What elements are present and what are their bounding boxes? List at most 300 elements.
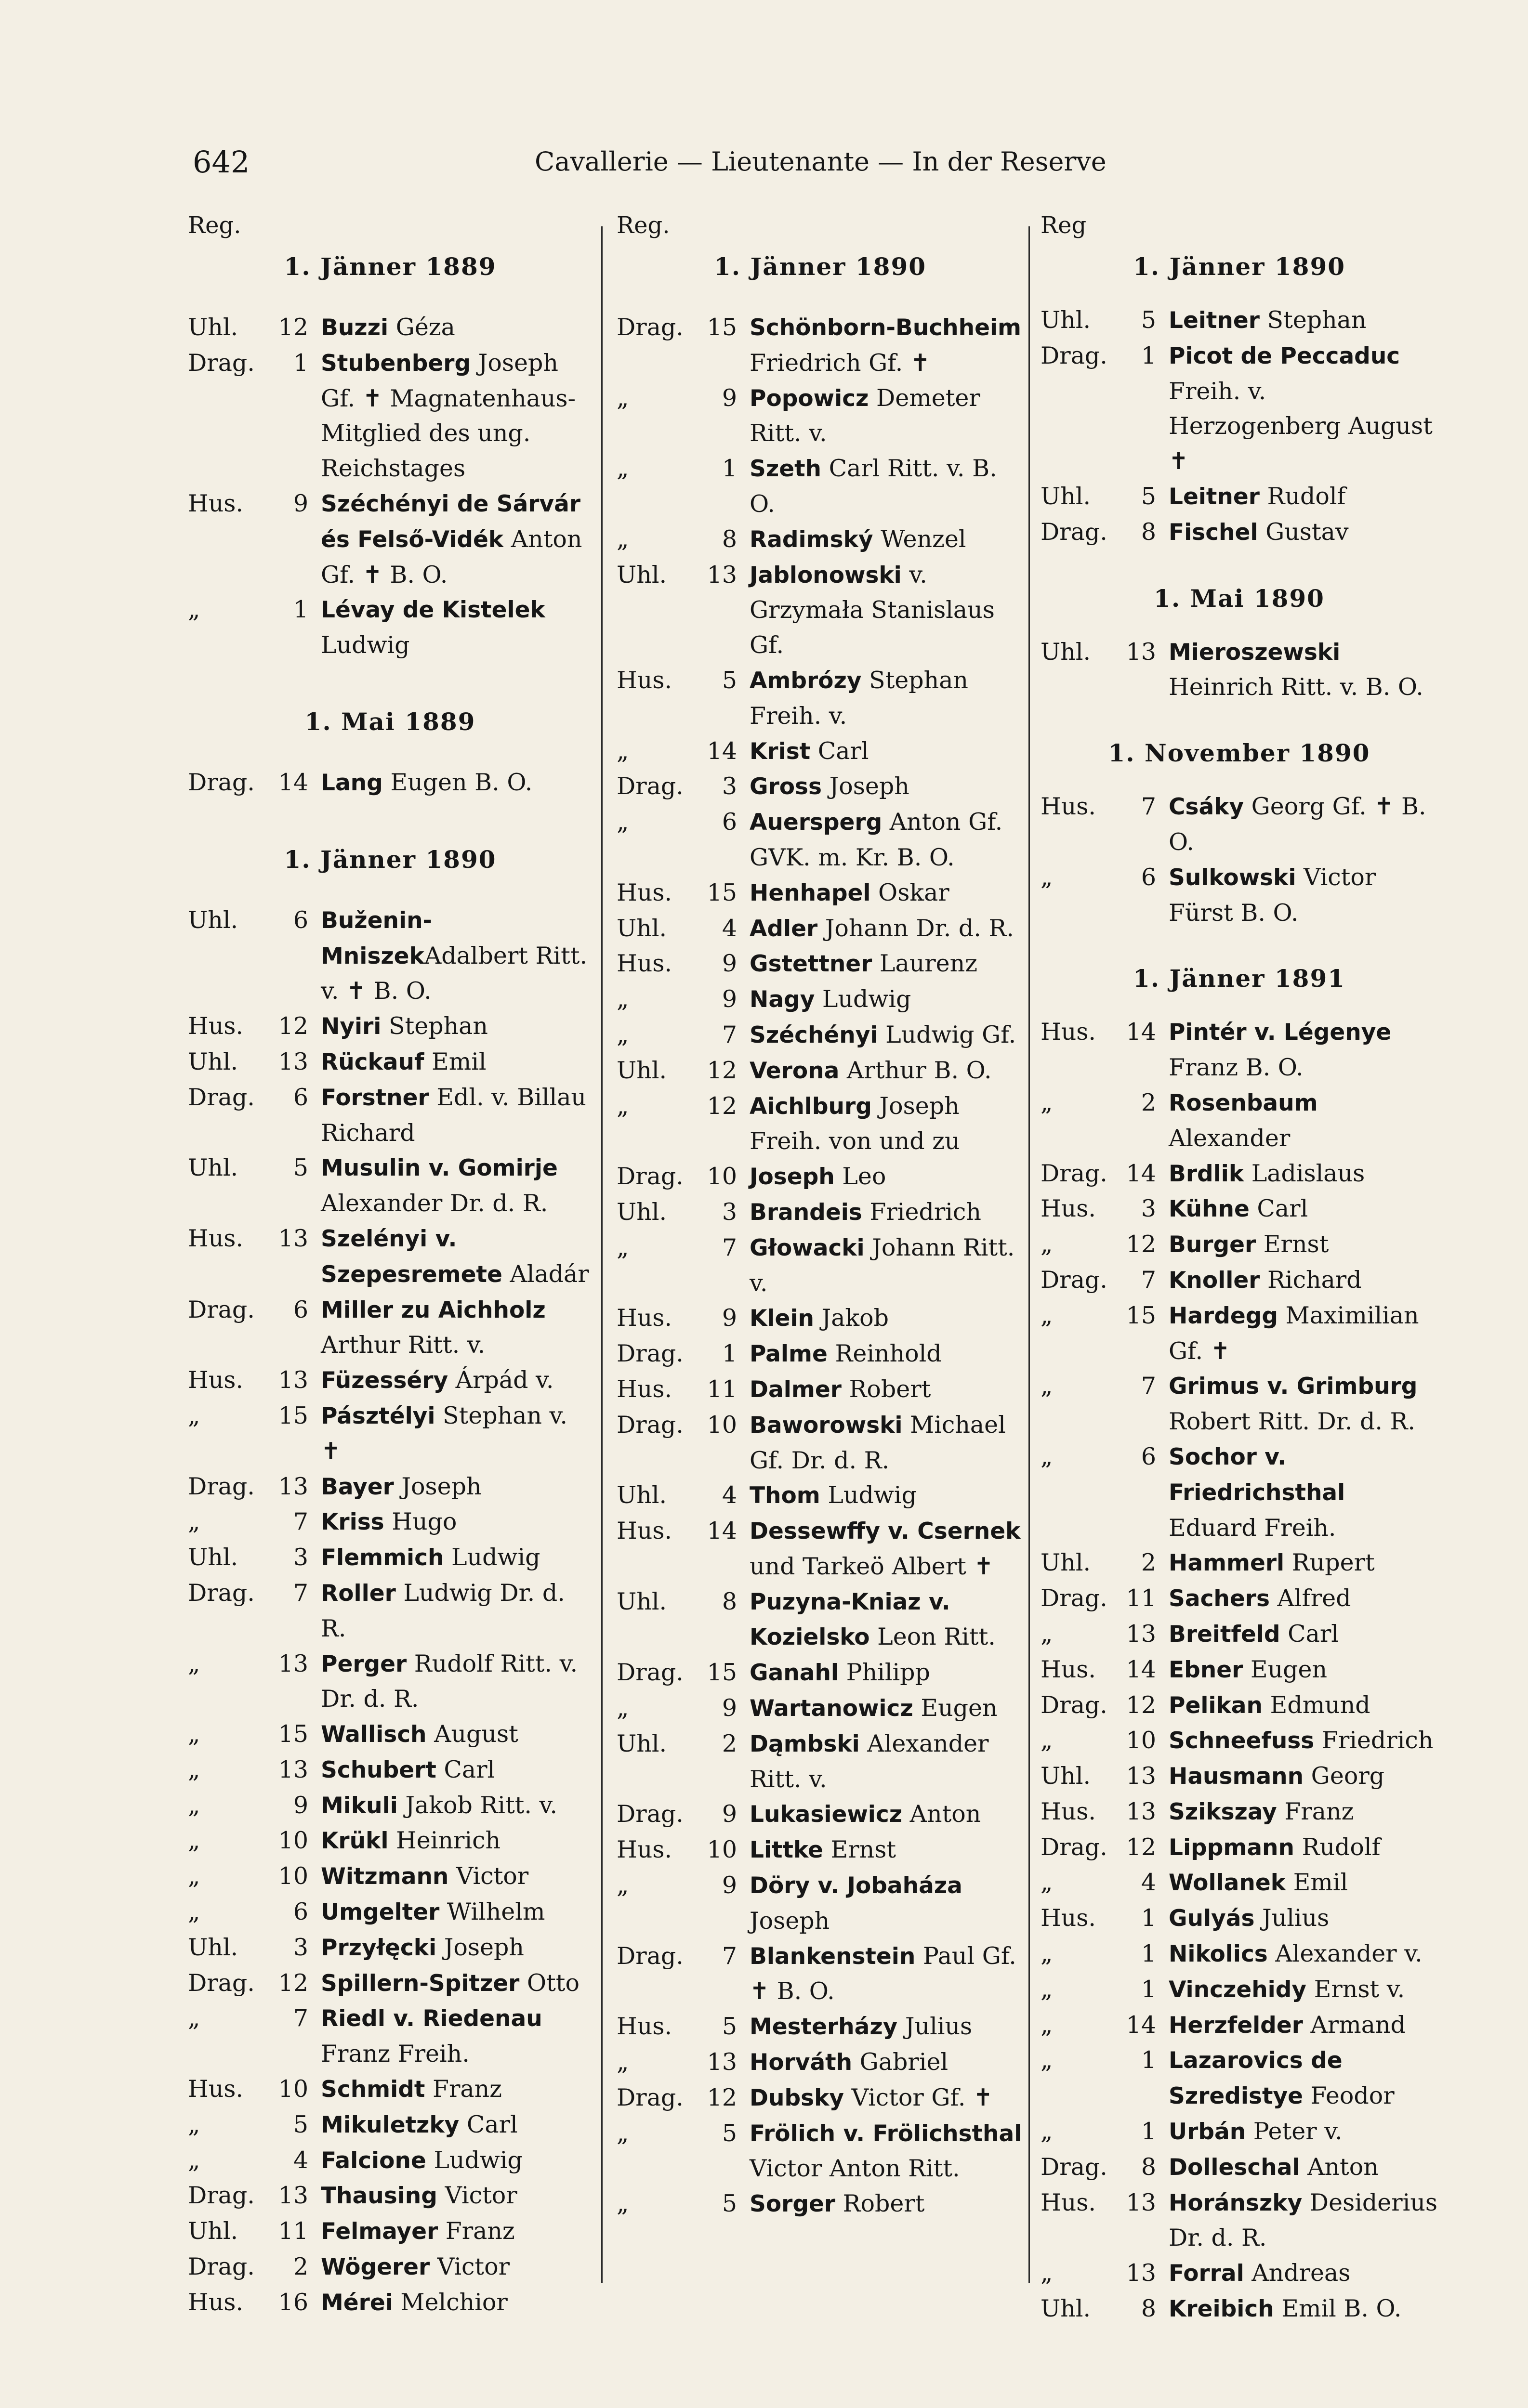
list-entry [188, 1576, 593, 1647]
regiment-number: 5 [722, 2190, 737, 2218]
list-entry [617, 1727, 1024, 1797]
regiment-type: „ [188, 2004, 200, 2032]
regiment-type: Uhl. [188, 906, 238, 934]
regiment-number: 15 [707, 314, 737, 341]
regiment-type: Drag. [188, 1083, 255, 1111]
regiment-number: 7 [293, 1579, 308, 1607]
regiment-number: 5 [1141, 306, 1156, 334]
entry-text [1169, 1263, 1438, 1298]
section-heading: 1. Jänner 1891 [1133, 964, 1346, 993]
person-surname: Forral [1169, 2260, 1244, 2287]
regiment-number: 10 [278, 1862, 308, 1890]
regiment-number: 15 [707, 1659, 737, 1687]
person-details: Carl [1280, 1620, 1339, 1648]
list-entry [617, 911, 1024, 947]
regiment-number: 14 [1126, 2011, 1156, 2039]
person-details: Heinrich Ritt. v. B. O. [1169, 673, 1423, 701]
regiment-type: Hus. [188, 1012, 244, 1040]
person-surname: Dolleschal [1169, 2154, 1300, 2181]
regiment-number: 12 [707, 2083, 737, 2111]
list-entry [188, 1293, 593, 1363]
regiment-number: 2 [293, 2253, 308, 2281]
list-entry [188, 2214, 593, 2250]
list-entry [188, 310, 593, 346]
regiment-type: Hus. [617, 666, 672, 694]
regiment-number: 9 [293, 489, 308, 517]
regiment-type: Uhl. [617, 1587, 667, 1615]
person-surname: Mieroszewski [1169, 639, 1341, 666]
regiment-type: „ [617, 985, 629, 1013]
list-entry [617, 558, 1024, 663]
person-details: Victor [437, 2182, 517, 2210]
entry-text [750, 946, 1024, 982]
regiment-number: 4 [1141, 1869, 1156, 1897]
regiment-type: „ [617, 1694, 629, 1722]
person-surname: Popowicz [750, 385, 869, 412]
regiment-number: 13 [278, 1755, 308, 1783]
person-surname: Radimský [750, 526, 873, 553]
person-surname: Schönborn-Buchheim [750, 314, 1022, 341]
regiment-type: „ [1041, 1301, 1053, 1329]
regiment-type: Hus. [617, 2013, 672, 2041]
regiment-type: Drag. [617, 1340, 684, 1368]
person-details: Leo [834, 1163, 886, 1191]
regiment-number: 5 [293, 1154, 308, 1182]
entry-text [750, 1336, 1024, 1372]
regiment-number: 13 [707, 2048, 737, 2076]
person-details: Ludwig Gf. [878, 1021, 1016, 1048]
regiment-number: 10 [707, 1836, 737, 1864]
entry-text [750, 1939, 1024, 2010]
regiment-number: 6 [1141, 1442, 1156, 1470]
regiment-number: 9 [722, 384, 737, 412]
person-surname: Szeth [750, 456, 822, 483]
list-entry [188, 1009, 593, 1045]
regiment-number: 5 [293, 2110, 308, 2138]
person-surname: Mikuli [321, 1792, 398, 1819]
list-entry [188, 1469, 593, 1505]
person-surname: Vinczehidy [1169, 1976, 1307, 2003]
regiment-type: Hus. [1041, 2188, 1096, 2216]
regiment-type: „ [188, 1862, 200, 1890]
person-surname: Gstettner [750, 951, 872, 978]
section-heading: 1. Mai 1889 [304, 707, 476, 736]
person-surname: Sachers [1169, 1585, 1270, 1612]
regiment-type: „ [1041, 863, 1053, 891]
list-entry [617, 1584, 1024, 1656]
regiment-type: Hus. [617, 1836, 672, 1864]
person-surname: Döry v. Jobaháza [750, 1872, 962, 1899]
regiment-number: 13 [1126, 1797, 1156, 1825]
person-surname: Ganahl [750, 1660, 839, 1687]
regiment-type: „ [1041, 1940, 1053, 1968]
page-header [0, 144, 1528, 193]
entry-text [750, 1868, 1024, 1939]
person-details: Árpád v. [448, 1366, 554, 1394]
entry-text [1169, 2186, 1438, 2256]
regiment-type: „ [617, 1021, 629, 1048]
regiment-number: 8 [1141, 2153, 1156, 2181]
person-surname: Hammerl [1169, 1550, 1285, 1577]
regiment-type: Drag. [617, 2083, 684, 2111]
regiment-number: 16 [278, 2288, 308, 2316]
person-surname: Blankenstein [750, 1943, 916, 1970]
running-title: Cavallerie — Lieutenante — In der Reserve [535, 146, 1106, 177]
regiment-number: 8 [1141, 518, 1156, 546]
list-entry [1041, 2291, 1438, 2327]
reg-header: Reg. [188, 212, 241, 239]
entry-text [1169, 1227, 1438, 1263]
person-surname: Przyłęcki [321, 1934, 437, 1961]
regiment-type: Uhl. [188, 1544, 238, 1571]
page-number: 642 [193, 144, 250, 180]
list-entry [1041, 2186, 1438, 2256]
regiment-number: 15 [278, 1401, 308, 1429]
entry-text [1169, 1972, 1438, 2008]
list-entry [188, 2001, 593, 2072]
regiment-type: Hus. [617, 1375, 672, 1403]
person-details: Demeter Ritt. v. [750, 384, 980, 447]
entry-text [321, 1045, 593, 1080]
list-entry [188, 2178, 593, 2214]
person-details: Ernst v. [1306, 1975, 1405, 2003]
person-details: Rudolf [1294, 1833, 1381, 1861]
list-entry [617, 1159, 1024, 1195]
person-details: Melchior [393, 2288, 508, 2316]
person-details: Otto [519, 1969, 580, 1997]
person-surname: Füzesséry [321, 1367, 448, 1394]
person-surname: Thom [750, 1482, 820, 1509]
person-surname: Nikolics [1169, 1941, 1268, 1968]
list-entry [617, 2081, 1024, 2116]
person-details: Rudolf Ritt. v. Dr. d. R. [321, 1649, 578, 1713]
list-entry [617, 310, 1024, 381]
regiment-type: Uhl. [1041, 306, 1091, 334]
regiment-number: 3 [293, 1933, 308, 1961]
person-details: Anton [1300, 2153, 1379, 2181]
person-details: Anton [902, 1800, 981, 1828]
person-surname: Sulkowski [1169, 864, 1296, 891]
regiment-type: „ [1041, 1727, 1053, 1754]
entry-text [321, 903, 593, 1009]
column-3 [1041, 212, 1438, 2341]
entry-text [321, 1399, 593, 1469]
list-entry [617, 2045, 1024, 2081]
list-entry [1041, 2114, 1438, 2150]
entry-text [1169, 1086, 1438, 1156]
regiment-type: „ [188, 596, 200, 624]
entry-text [1169, 1652, 1438, 1688]
person-details: Peter v. [1246, 2118, 1343, 2146]
person-surname: Széchényi de Sárvár és Felső-Vidék [321, 490, 581, 553]
person-details: Carl Ritt. v. B. O. [750, 455, 997, 518]
entry-text [750, 2116, 1024, 2187]
person-details: August [426, 1720, 518, 1748]
entry-text [750, 1230, 1024, 1301]
entry-text [1169, 1617, 1438, 1652]
list-entry [188, 1753, 593, 1788]
regiment-number: 15 [278, 1720, 308, 1748]
person-details: Arthur Ritt. v. [321, 1331, 486, 1359]
list-entry [617, 2116, 1024, 2187]
entry-text [750, 1584, 1024, 1656]
person-surname: Umgelter [321, 1899, 440, 1926]
entry-text [750, 451, 1024, 522]
regiment-type: „ [188, 2146, 200, 2174]
list-entry [188, 1823, 593, 1859]
regiment-number: 10 [278, 1827, 308, 1855]
entry-text [750, 1691, 1024, 1727]
regiment-type: Hus. [617, 878, 672, 906]
regiment-type: Uhl. [617, 561, 667, 589]
person-surname: Mérei [321, 2289, 393, 2316]
list-entry [617, 982, 1024, 1018]
person-details: Jakob Ritt. v. [397, 1791, 557, 1819]
regiment-number: 1 [722, 455, 737, 483]
regiment-number: 7 [722, 1021, 737, 1048]
regiment-type: Drag. [617, 314, 684, 341]
person-details: Feodor [1303, 2082, 1395, 2110]
person-surname: Henhapel [750, 879, 871, 906]
entry-text [321, 1753, 593, 1788]
person-details: Carl [1249, 1195, 1308, 1223]
list-entry [188, 2250, 593, 2285]
list-entry [1041, 515, 1438, 550]
entry-text [1169, 339, 1438, 479]
regiment-number: 1 [293, 596, 308, 624]
person-details: Michael Gf. Dr. d. R. [750, 1411, 1006, 1474]
entry-text [750, 805, 1024, 876]
column-1 [188, 212, 593, 2341]
person-details: Carl [810, 737, 869, 765]
regiment-type: „ [188, 1720, 200, 1748]
regiment-type: Uhl. [188, 314, 238, 341]
regiment-type: Hus. [188, 1224, 244, 1252]
entry-text [321, 346, 593, 486]
person-details: Friedrich [1314, 1727, 1434, 1754]
regiment-number: 13 [1126, 2259, 1156, 2287]
regiment-type: Drag. [1041, 518, 1107, 546]
person-details: Jakob [814, 1304, 889, 1332]
entry-text [321, 2107, 593, 2143]
regiment-number: 2 [1141, 1549, 1156, 1577]
person-surname: Klein [750, 1305, 814, 1332]
person-details: Joseph Gf. ✝ Magnatenhaus-Mitglied des ung. Reichstages [321, 349, 576, 483]
person-surname: Miller zu Aichholz [321, 1296, 546, 1323]
entry-text [1169, 1440, 1438, 1545]
list-entry [617, 1832, 1024, 1868]
entry-text [750, 558, 1024, 663]
regiment-type: „ [1041, 2259, 1053, 2287]
person-surname: Joseph [750, 1164, 835, 1191]
person-details: Franz [425, 2075, 502, 2103]
regiment-type: Hus. [617, 950, 672, 978]
section-heading: 1. Mai 1890 [1154, 584, 1325, 613]
regiment-type: Uhl. [1041, 2295, 1091, 2323]
person-surname: Jablonowski [750, 562, 902, 589]
list-entry [617, 451, 1024, 522]
person-details: Alexander [1169, 1124, 1291, 1152]
regiment-number: 8 [1141, 2295, 1156, 2323]
list-entry [617, 734, 1024, 770]
person-details: Anton Gf. ✝ B. O. [321, 525, 582, 589]
regiment-number: 14 [278, 768, 308, 796]
person-surname: Lippmann [1169, 1834, 1294, 1861]
regiment-number: 1 [1141, 341, 1156, 369]
person-surname: Schmidt [321, 2076, 425, 2103]
person-surname: Frölich v. Frölichsthal [750, 2120, 1022, 2147]
person-details: Ludwig [426, 2146, 523, 2174]
list-entry [1041, 1581, 1438, 1617]
regiment-type: Hus. [188, 1366, 244, 1394]
list-entry [1041, 1830, 1438, 1866]
regiment-type: Drag. [188, 768, 255, 796]
regiment-type: Drag. [1041, 1584, 1107, 1612]
entry-text [1169, 515, 1438, 550]
entry-text [1169, 1865, 1438, 1901]
person-surname: Urbán [1169, 2119, 1246, 2146]
regiment-number: 6 [293, 906, 308, 934]
entry-text [321, 1647, 593, 1717]
list-entry [1041, 1440, 1438, 1545]
person-surname: Verona [750, 1057, 840, 1084]
list-entry [617, 1868, 1024, 1939]
regiment-number: 9 [722, 1694, 737, 1722]
list-entry [617, 1514, 1024, 1584]
person-surname: Riedl v. Riedenau [321, 2005, 542, 2032]
regiment-number: 12 [278, 1012, 308, 1040]
person-details: Wenzel [873, 525, 966, 553]
list-entry [188, 1080, 593, 1151]
entry-text [321, 310, 593, 346]
person-details: Aladár [502, 1260, 589, 1288]
entry-text [321, 2072, 593, 2107]
person-details: Victor [430, 2253, 510, 2281]
list-entry [617, 1408, 1024, 1479]
entry-text [1169, 2150, 1438, 2186]
person-surname: Lazarovics de Szredistye [1169, 2047, 1343, 2110]
entry-text [1169, 1369, 1438, 1440]
person-details: Johann Ritt. v. [750, 1233, 1015, 1297]
list-entry [188, 1717, 593, 1753]
regiment-type: „ [1041, 1975, 1053, 2003]
regiment-type: Uhl. [188, 1933, 238, 1961]
regiment-type: Hus. [1041, 1195, 1096, 1223]
entry-text [750, 2186, 1024, 2222]
person-details: Joseph [436, 1933, 524, 1961]
entry-text [321, 1540, 593, 1576]
regiment-number: 1 [722, 1340, 737, 1368]
person-surname: Dessewffy v. Csernek [750, 1518, 1021, 1545]
person-details: v. Grzymała Stanislaus Gf. [750, 561, 995, 659]
list-entry [1041, 1263, 1438, 1298]
list-entry [617, 1195, 1024, 1230]
person-details: Victor Gf. ✝ [844, 2083, 993, 2111]
reg-header: Reg. [617, 212, 670, 239]
entry-text [1169, 1156, 1438, 1192]
regiment-number: 12 [278, 314, 308, 341]
list-entry [1041, 1015, 1438, 1086]
entry-text [321, 592, 593, 663]
person-surname: Mesterházy [750, 2014, 898, 2041]
regiment-type: Drag. [617, 1163, 684, 1191]
list-entry [1041, 1227, 1438, 1263]
list-entry [617, 876, 1024, 911]
regiment-number: 5 [722, 2119, 737, 2147]
list-entry [1041, 1156, 1438, 1192]
person-details: Gustav [1258, 518, 1349, 546]
list-entry [1041, 1191, 1438, 1227]
regiment-type: Uhl. [188, 2217, 238, 2245]
regiment-number: 8 [722, 1587, 737, 1615]
list-entry [617, 1691, 1024, 1727]
list-entry [188, 765, 593, 801]
regiment-number: 11 [707, 1375, 737, 1403]
person-surname: Kriss [321, 1509, 384, 1536]
person-surname: Flemmich [321, 1544, 444, 1571]
regiment-type: „ [617, 1233, 629, 1261]
person-details: Julius [897, 2013, 973, 2041]
regiment-number: 12 [1126, 1691, 1156, 1719]
entry-text [750, 1159, 1024, 1195]
regiment-number: 9 [722, 1304, 737, 1332]
person-details: Desiderius Dr. d. R. [1169, 2188, 1438, 2252]
person-surname: Sorger [750, 2191, 836, 2218]
regiment-type: „ [617, 2048, 629, 2076]
person-details: Franz [438, 2217, 515, 2245]
person-details: Wilhelm [439, 1898, 545, 1926]
entry-text [321, 1717, 593, 1753]
section-heading: 1. Jänner 1890 [284, 845, 497, 874]
regiment-number: 12 [1126, 1230, 1156, 1258]
entry-text [750, 1514, 1024, 1584]
list-entry [1041, 1937, 1438, 1972]
person-surname: Lévay de Kistelek [321, 597, 545, 624]
regiment-number: 13 [1126, 1762, 1156, 1790]
person-details: Alexander Dr. d. R. [321, 1190, 548, 1217]
list-entry [617, 381, 1024, 452]
regiment-type: Hus. [617, 1304, 672, 1332]
person-surname: Rosenbaum [1169, 1089, 1318, 1116]
regiment-type: „ [188, 1508, 200, 1536]
entry-text [1169, 1759, 1438, 1794]
person-surname: Knoller [1169, 1267, 1260, 1294]
regiment-number: 3 [1141, 1195, 1156, 1223]
list-entry [617, 522, 1024, 558]
list-entry [1041, 1369, 1438, 1440]
regiment-type: „ [1041, 1372, 1053, 1400]
person-details: Eduard Freih. [1169, 1514, 1336, 1542]
entry-text [1169, 303, 1438, 339]
regiment-type: Uhl. [617, 1481, 667, 1509]
regiment-type: Drag. [1041, 1266, 1107, 1294]
person-surname: Mikuletzky [321, 2111, 460, 2138]
person-surname: Picot de Peccaduc [1169, 342, 1400, 369]
person-details: Emil B. O. [1274, 2295, 1402, 2323]
entry-text [750, 1478, 1024, 1514]
regiment-number: 12 [278, 1969, 308, 1997]
person-details: Leon Ritt. [869, 1623, 996, 1651]
person-surname: Sochor v. Friedrichsthal [1169, 1443, 1345, 1506]
regiment-number: 7 [1141, 793, 1156, 821]
person-details: Robert [835, 2190, 925, 2218]
list-entry [1041, 1086, 1438, 1156]
regiment-type: „ [617, 737, 629, 765]
person-surname: Pelikan [1169, 1692, 1263, 1719]
regiment-type: Drag. [188, 1969, 255, 1997]
regiment-number: 8 [722, 525, 737, 553]
list-entry [617, 663, 1024, 734]
